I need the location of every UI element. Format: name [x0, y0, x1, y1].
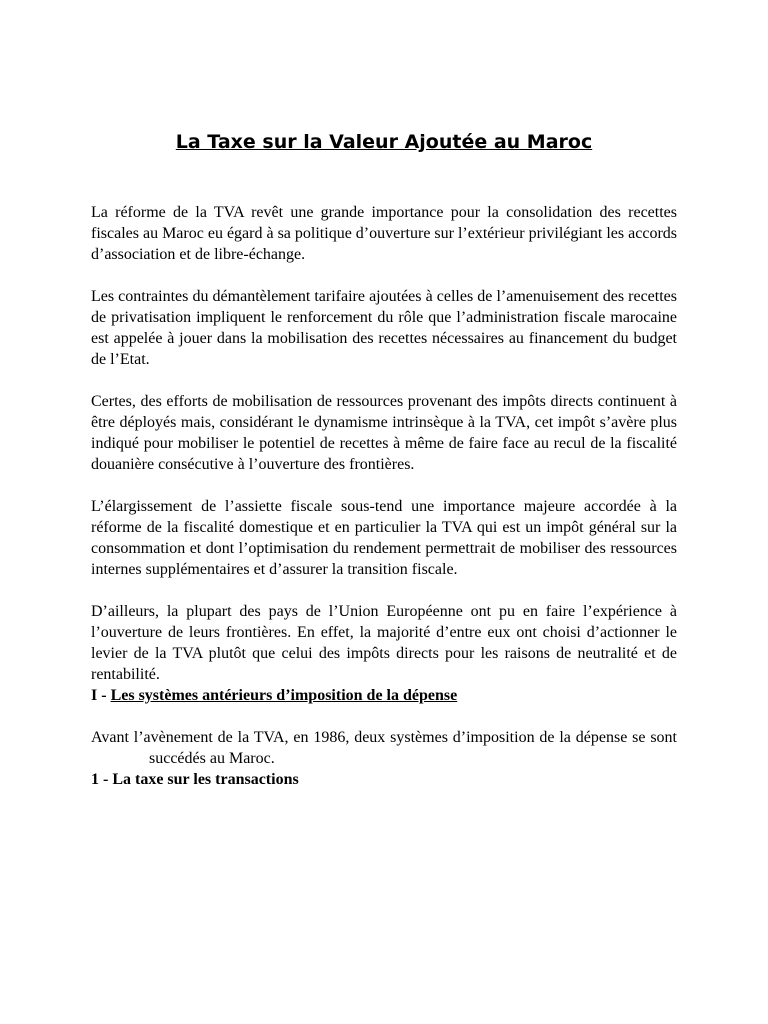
section-heading-1 [91, 685, 677, 706]
paragraph-2: Les contraintes du démantèlement tarifaire ajoutées à celles de l’amenuisement des recettes de privatisation impliquent le renforcement du rôle que l’administration fiscale marocaine est appelée à jouer dans la mobilisation des recettes nécessaires au financement du budget de l’Etat. [91, 288, 677, 368]
subsection-heading-1: 1 - La taxe sur les transactions [91, 771, 299, 788]
paragraph-5: D’ailleurs, la plupart des pays de l’Union Européenne ont pu en faire l’expérience à l’ouverture de leurs frontières. En effet, la majorité d’entre eux ont choisi d’actionner le levier de la TVA plutôt que celui des impôts directs pour les raisons de neutralité et de rentabilité. [91, 603, 677, 683]
paragraph-3: Certes, des efforts de mobilisation de ressources provenant des impôts directs continuent à être déployés mais, considérant le dynamisme intrinsèque à la TVA, cet impôt s’avère plus indiqué pour mobiliser le potentiel de recettes à même de faire face au recul de la fiscalité douanière consécutive à l’ouverture des frontières. [91, 393, 677, 473]
document-title: La Taxe sur la Valeur Ajoutée au Maroc [175, 131, 593, 153]
paragraph-4: L’élargissement de l’assiette fiscale sous-tend une importance majeure accordée à la réforme de la fiscalité domestique et en particulier la TVA qui est un impôt général sur la consommation et dont l’optimisation du rendement permettrait de mobiliser des ressources internes supplémentaires et d’assurer la transition fiscale. [91, 498, 677, 578]
paragraph-1: La réforme de la TVA revêt une grande importance pour la consolidation des recettes fiscales au Maroc eu égard à sa politique d’ouverture sur l’extérieur privilégiant les accords d’association et de libre-échange. [91, 204, 677, 263]
section-paragraph: Avant l’avènement de la TVA, en 1986, deux systèmes d’imposition de la dépense se sont succédés au Maroc. [91, 729, 677, 767]
document-page [91, 0, 677, 790]
section-heading-title: Les systèmes antérieurs d’imposition de la dépense [110, 687, 458, 704]
section-heading-prefix: I - [91, 687, 111, 704]
